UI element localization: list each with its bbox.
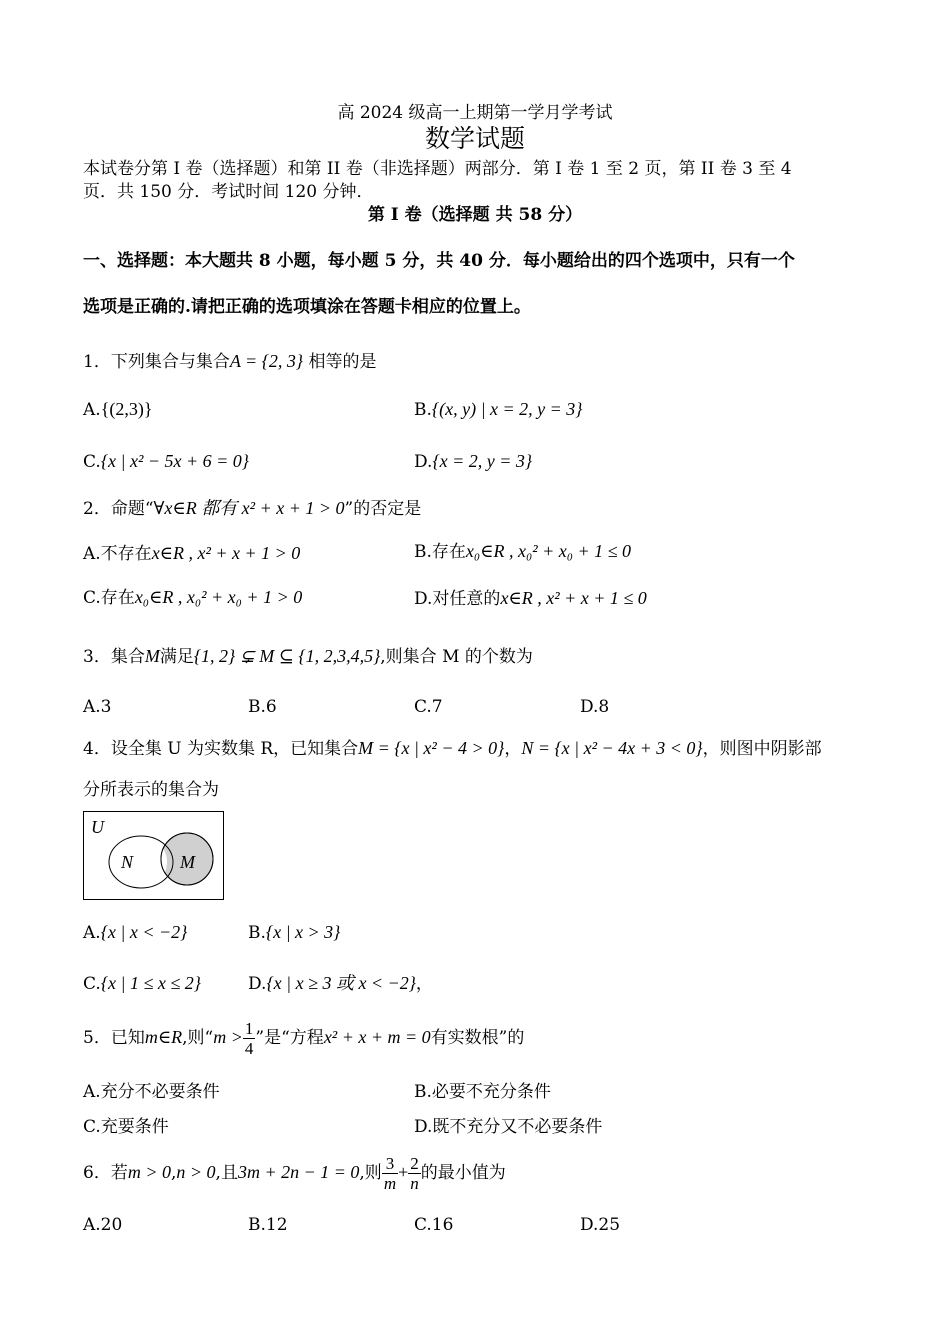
q1-option-c-math: {x | x² − 5x + 6 = 0} (100, 451, 249, 471)
q1-option-b[interactable] (414, 398, 583, 421)
q2-stem (83, 497, 421, 520)
q6-stem-suffix: 的最小值为 (420, 1163, 506, 1183)
q5-fraction-num: 1 (244, 1019, 254, 1038)
q4-option-d[interactable] (248, 972, 433, 995)
q3-stem (83, 645, 533, 668)
q4-option-d-trailing: ， (415, 974, 433, 994)
q4-option-d-label: D. (248, 974, 267, 994)
q1-stem-suffix: 相等的是 (308, 352, 377, 372)
q6-plus: + (398, 1162, 409, 1182)
q3-stem-math: {1, 2} ⊊ M ⊆ {1, 2,3,4,5} (193, 646, 381, 666)
q6-option-a[interactable]: A.20 (83, 1215, 123, 1235)
q2-option-d-math: x∈R , x² + x + 1 ≤ 0 (500, 588, 647, 608)
q4-option-a[interactable] (83, 921, 187, 944)
q6-option-d[interactable]: D.25 (580, 1215, 621, 1235)
q4-option-c-label: C. (83, 974, 101, 994)
q6-stem-prefix: 6．若 (83, 1163, 128, 1183)
q6-fraction-1 (382, 1154, 398, 1193)
q5-option-a[interactable]: A.充分不必要条件 (83, 1082, 220, 1102)
q5-stem-math-2: m > (213, 1027, 243, 1047)
q4-option-d-math: {x | x ≥ 3 或 x < −2} (266, 973, 416, 993)
exam-subtitle: 高 2024 级高一上期第一学月学考试 (337, 103, 613, 123)
q5-option-b[interactable]: B.必要不充分条件 (414, 1082, 551, 1102)
q6-stem-mid: ,且 (215, 1163, 238, 1183)
q6-fraction-2-num: 2 (410, 1154, 419, 1173)
q2-option-d[interactable] (414, 587, 647, 610)
q2-option-b-label: B.存在 (414, 542, 466, 562)
q2-option-a[interactable] (83, 542, 300, 565)
q6-stem-math-1: m > 0 (127, 1162, 171, 1182)
section-heading-line-2: 选项是正确的.请把正确的选项填涂在答题卡相应的位置上。 (83, 297, 531, 317)
q5-fraction (243, 1019, 256, 1058)
exam-title: 数学试题 (424, 124, 525, 153)
q4-option-b[interactable] (248, 921, 340, 944)
q1-option-a[interactable] (83, 398, 152, 421)
q3-option-b[interactable]: B.6 (248, 697, 277, 717)
part-title: 第 I 卷（选择题 共 58 分） (367, 205, 583, 225)
q1-option-c[interactable] (83, 450, 249, 473)
q1-option-a-label: A. (83, 400, 101, 420)
q4-stem-math-m: M = {x | x² − 4 > 0} (358, 738, 505, 758)
q3-stem-mid: 满足 (159, 647, 194, 667)
q4-option-c[interactable] (83, 972, 201, 995)
q6-fraction-2-den: n (410, 1174, 419, 1193)
q1-option-a-math: {(2,3)} (100, 399, 153, 419)
q6-stem-comma: , (170, 1163, 177, 1183)
q3-option-c[interactable]: C.7 (414, 697, 443, 717)
venn-label-u: U (91, 817, 104, 837)
q5-stem-suffix: 有实数根”的 (430, 1028, 525, 1048)
q6-fraction-2 (408, 1154, 421, 1193)
q1-stem-math: A = {2, 3} (229, 351, 304, 371)
q1-option-b-label: B. (414, 400, 432, 420)
q6-stem (83, 1150, 506, 1195)
q6-stem-math-3: 3m + 2n − 1 = 0 (237, 1162, 360, 1182)
q4-option-a-math: {x | x < −2} (100, 922, 188, 942)
q5-stem-math-1: m∈R (144, 1027, 183, 1047)
q4-option-a-label: A. (83, 923, 101, 943)
q2-option-a-math: x∈R , x² + x + 1 > 0 (151, 543, 301, 563)
q4-option-b-label: B. (248, 923, 266, 943)
q5-option-d[interactable]: D.既不充分又不必要条件 (414, 1117, 603, 1137)
q1-option-c-label: C. (83, 452, 101, 472)
q2-option-c-math: x₀∈R , x₀² + x₀ + 1 > 0 (134, 587, 303, 607)
q5-stem (83, 1015, 524, 1060)
q5-stem-mid-1: ,则“ (182, 1028, 214, 1048)
q2-stem-suffix: ”的否定是 (344, 499, 422, 519)
q5-stem-math-3: x² + x + m = 0 (323, 1027, 431, 1047)
q4-stem-line-1 (83, 737, 822, 760)
q3-option-d[interactable]: D.8 (580, 697, 610, 717)
q4-stem-prefix: 4．设全集 U 为实数集 R，已知集合 (83, 739, 359, 759)
q1-option-d[interactable] (414, 450, 532, 473)
q2-option-d-label: D.对任意的 (414, 589, 501, 609)
q1-stem (83, 350, 376, 373)
q4-stem-sep: ， (504, 739, 522, 759)
q6-option-b[interactable]: B.12 (248, 1215, 288, 1235)
q5-fraction-den: 4 (244, 1039, 254, 1058)
q2-stem-prefix: 2．命题“ (83, 499, 154, 519)
q4-option-c-math: {x | 1 ≤ x ≤ 2} (100, 973, 201, 993)
q4-stem-suffix: ，则图中阴影部 (702, 739, 822, 759)
section-heading-line-1: 一、选择题：本大题共 8 小题，每小题 5 分，共 40 分．每小题给出的四个选项中，只有一个 (83, 251, 795, 271)
q2-option-c[interactable] (83, 586, 302, 609)
q6-stem-mid-2: ,则 (359, 1163, 382, 1183)
q3-stem-prefix: 3．集合 (83, 647, 145, 667)
q5-stem-prefix: 5．已知 (83, 1028, 145, 1048)
q4-option-b-math: {x | x > 3} (265, 922, 341, 942)
q6-fraction-1-den: m (383, 1174, 397, 1193)
q1-option-b-math: {(x, y) | x = 2, y = 3} (431, 399, 583, 419)
intro-line-1: 本试卷分第 I 卷（选择题）和第 II 卷（非选择题）两部分．第 I 卷 1 至 2 页，第 II 卷 3 至 4 (83, 159, 792, 179)
q4-stem-math-n: N = {x | x² − 4x + 3 < 0} (521, 738, 703, 758)
q3-stem-var: M (144, 646, 160, 666)
venn-label-n: N (121, 852, 134, 872)
intro-line-2: 页．共 150 分．考试时间 120 分钟． (83, 182, 374, 202)
q6-fraction-1-num: 3 (382, 1154, 398, 1174)
q4-stem-line-2: 分所表示的集合为 (83, 780, 219, 800)
q6-stem-math-2: n > 0 (176, 1162, 216, 1182)
q2-option-a-label: A.不存在 (83, 544, 152, 564)
q3-option-a[interactable]: A.3 (83, 697, 112, 717)
q1-option-d-math: {x = 2, y = 3} (432, 451, 533, 471)
q1-stem-prefix: 1．下列集合与集合 (83, 352, 230, 372)
venn-label-m: M (180, 852, 195, 872)
q5-stem-mid-2: ”是“方程 (255, 1028, 324, 1048)
q2-option-b-math: x₀∈R , x₀² + x₀ + 1 ≤ 0 (465, 541, 632, 561)
q3-stem-suffix: ,则集合 M 的个数为 (380, 647, 533, 667)
q1-option-d-label: D. (414, 452, 433, 472)
q2-option-b[interactable] (414, 540, 631, 563)
q2-stem-math: ∀x∈R 都有 x² + x + 1 > 0 (153, 498, 345, 518)
venn-diagram (83, 811, 225, 901)
q5-option-c[interactable]: C.充要条件 (83, 1117, 169, 1137)
q2-option-c-label: C.存在 (83, 588, 135, 608)
q6-option-c[interactable]: C.16 (414, 1215, 454, 1235)
